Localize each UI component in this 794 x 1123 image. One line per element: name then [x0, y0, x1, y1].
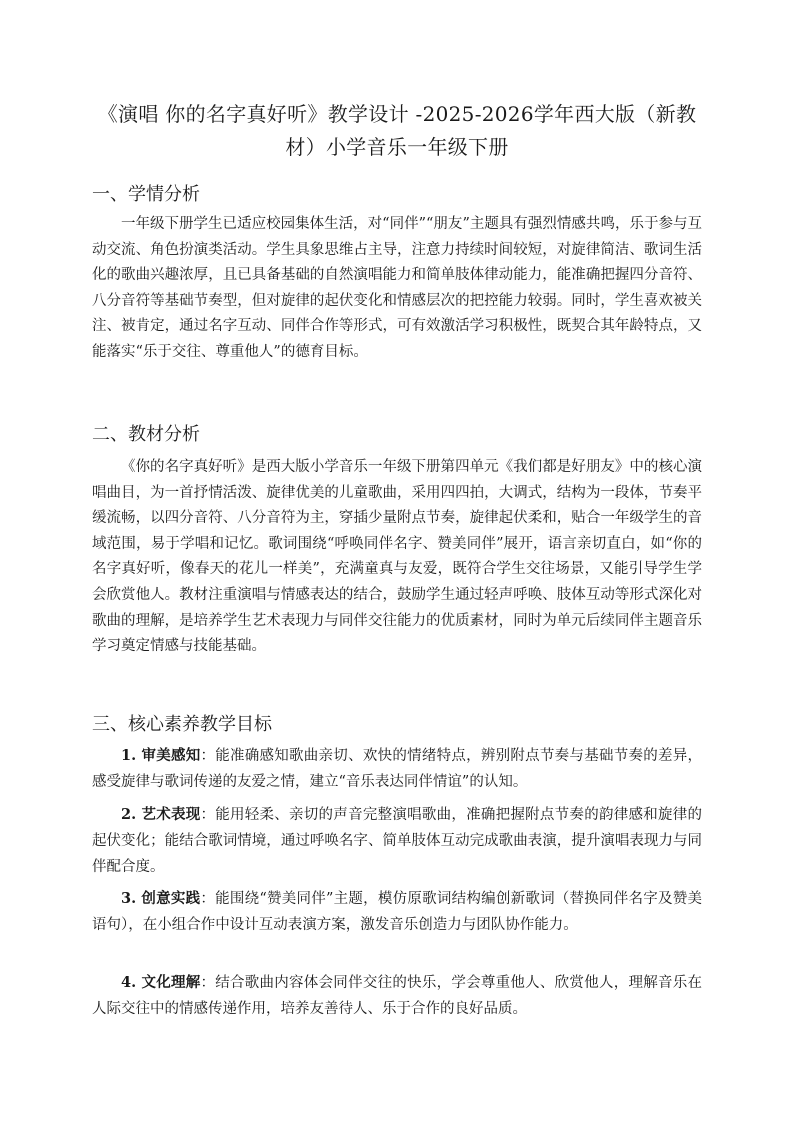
objective-text: ：能围绕“赞美同伴”主题，模仿原歌词结构编创新歌词（替换同伴名字及赞美语句），在小组合作中设计互动表演方案，激发音乐创造力与团队协作能力。	[92, 891, 702, 933]
objective-cultural-understanding	[92, 970, 702, 1022]
objective-label: 4. 文化理解	[121, 974, 201, 991]
objective-text: ：结合歌曲内容体会同伴交往的快乐，学会尊重他人、欣赏他人，理解音乐在人际交往中的情感传递作用，培养友善待人、乐于合作的良好品质。	[92, 975, 703, 1017]
objective-label: 1. 审美感知	[121, 747, 201, 764]
objective-label: 3. 创意实践	[121, 890, 201, 907]
objective-creative-practice	[92, 886, 702, 938]
document-title: 《演唱 你的名字真好听》教学设计 -2025-2026学年西大版（新教材）小学音乐一年级下册	[97, 102, 697, 159]
objective-text: ：能准确感知歌曲亲切、欢快的情绪特点，辨别附点节奏与基础节奏的差异，感受旋律与歌词传递的友爱之情，建立“音乐表达同伴情谊”的认知。	[92, 748, 703, 790]
section-heading-teaching-goals: 三、核心素养教学目标	[92, 714, 272, 735]
student-analysis-paragraph: 一年级下册学生已适应校园集体生活，对“同伴”“朋友”主题具有强烈情感共鸣，乐于参与互动交流、角色扮演类活动。学生具象思维占主导，注意力持续时间较短，对旋律简洁、歌词生活化的歌曲兴趣浓厚，且已具备基础的自然演唱能力和简单肢体律动能力，能准确把握四分音符、八分音符等基础节奏型，但对旋律的起伏变化和情感层次的把控能力较弱。同时，学生喜欢被关注、被肯定，通过名字互动、同伴合作等形式，可有效激活学习积极性，既契合其年龄特点，又能落实“乐于交往、尊重他人”的德育目标。	[92, 216, 702, 360]
textbook-analysis-paragraph: 《你的名字真好听》是西大版小学音乐一年级下册第四单元《我们都是好朋友》中的核心演唱曲目，为一首抒情活泼、旋律优美的儿童歌曲，采用四四拍，大调式，结构为一段体，节奏平缓流畅，以四分音符、八分音符为主，穿插少量附点节奏，旋律起伏柔和，贴合一年级学生的音域范围，易于学唱和记忆。歌词围绕“呼唤同伴名字、赞美同伴”展开，语言亲切直白，如“你的名字真好听，像春天的花儿一样美”，充满童真与友爱，既符合学生交往场景，又能引导学生学会欣赏他人。教材注重演唱与情感表达的结合，鼓励学生通过轻声呼唤、肢体互动等形式深化对歌曲的理解，是培养学生艺术表现力与同伴交往能力的优质素材，同时为单元后续同伴主题音乐学习奠定情感与技能基础。	[92, 459, 702, 655]
objective-label: 2. 艺术表现	[121, 806, 201, 823]
section-heading-textbook-analysis: 二、教材分析	[92, 424, 200, 445]
section-heading-student-analysis: 一、学情分析	[92, 184, 200, 205]
objective-text: ：能用轻柔、亲切的声音完整演唱歌曲，准确把握附点节奏的韵律感和旋律的起伏变化；能结合歌词情境，通过呼唤名字、简单肢体互动完成歌曲表演，提升演唱表现力与同伴配合度。	[92, 807, 703, 875]
objective-artistic-expression	[92, 802, 702, 880]
objective-aesthetic-perception	[92, 743, 702, 795]
